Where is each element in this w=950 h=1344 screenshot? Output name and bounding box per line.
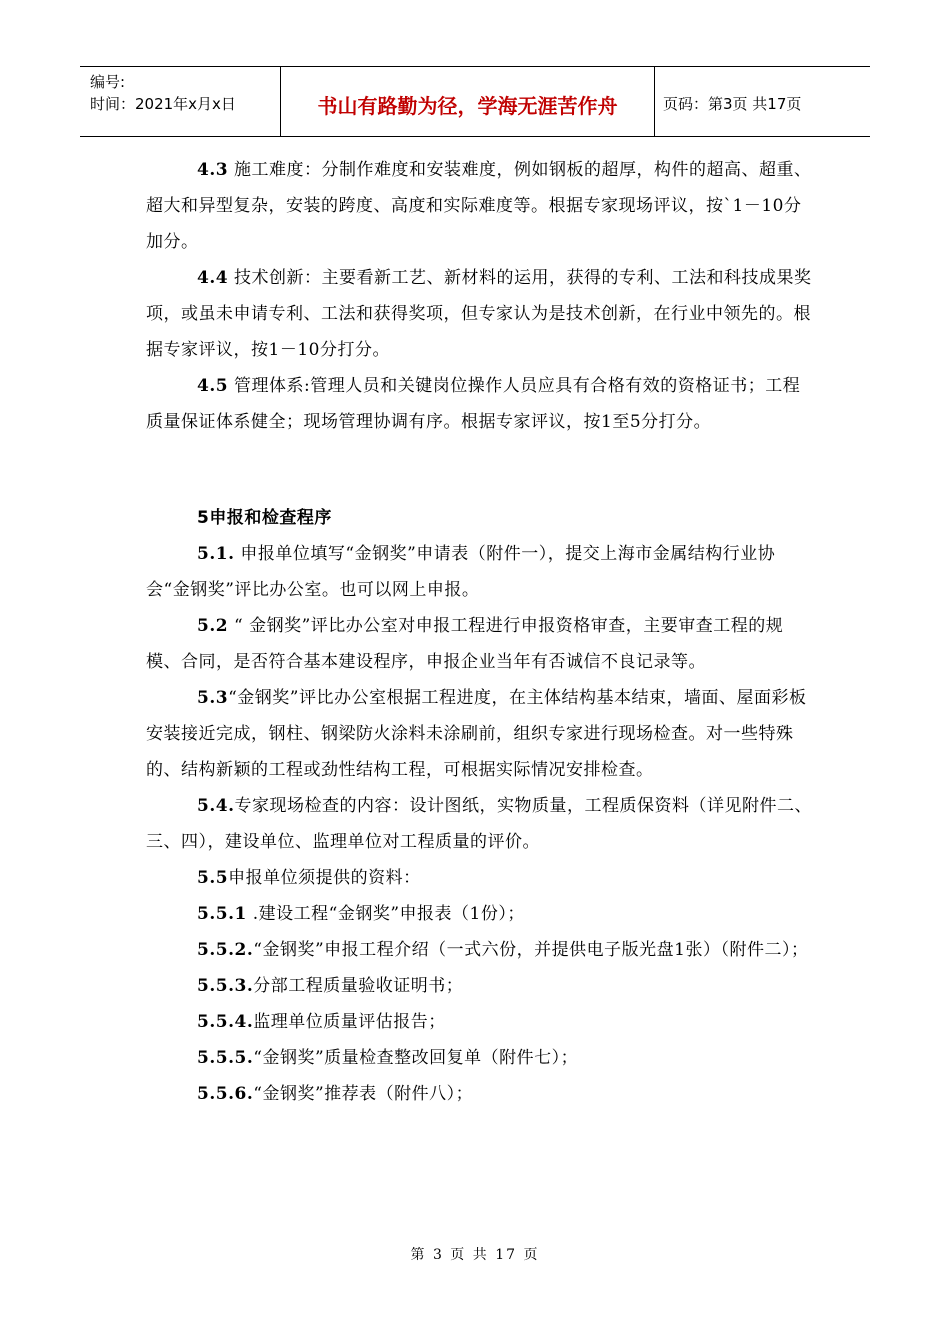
paragraph-5-2: 5.2 “ 金钢奖”评比办公室对申报工程进行申报资格审查，主要审查工程的规模、合同，是否符合基本建设程序，申报企业当年有否诚信不良记录等。 [146, 616, 784, 672]
paragraph-5-5: 5.5申报单位须提供的资料： [197, 868, 421, 888]
paragraph-5-4: 5.4.专家现场检查的内容：设计图纸，实物质量，工程质保资料（详见附件二、三、四），建设单位、监理单位对工程质量的评价。 [146, 796, 812, 852]
document-date: 时间：2021年x月x日 [90, 95, 236, 113]
list-item-5-5-1: 5.5.1 .建设工程“金钢奖”申报表（1份）； [197, 904, 525, 924]
paragraph-4-4: 4.4 技术创新：主要看新工艺、新材料的运用，获得的专利、工法和科技成果奖项，或虽未申请专利、工法和获得奖项，但专家认为是技术创新，在行业中领先的。根据专家评议，按1－10分打分。 [146, 268, 812, 360]
page-header [80, 66, 870, 137]
list-item-5-5-3: 5.5.3.分部工程质量验收证明书； [197, 976, 464, 996]
section-spacer [146, 440, 816, 500]
section-heading: 5申报和检查程序 [197, 508, 332, 528]
paragraph-4-3: 4.3 施工难度：分制作难度和安装难度，例如钢板的超厚，构件的超高、超重、超大和异型复杂，安装的跨度、高度和实际难度等。根据专家现场评议，按`1－10分加分。 [146, 160, 812, 252]
page-footer: 第 3 页 共 17 页 [410, 1247, 540, 1263]
document-body [146, 152, 816, 1112]
paragraph-5-3: 5.3“金钢奖”评比办公室根据工程进度，在主体结构基本结束，墙面、屋面彩板安装接近完成，钢柱、钢梁防火涂料未涂刷前，组织专家进行现场检查。对一些特殊的、结构新颖的工程或劲性结构工程，可根据实际情况安排检查。 [146, 688, 807, 780]
paragraph-5-1: 5.1. 申报单位填写“金钢奖”申请表（附件一），提交上海市金属结构行业协会“金钢奖”评比办公室。也可以网上申报。 [146, 544, 776, 600]
header-meta [80, 67, 281, 136]
list-item-5-5-5: 5.5.5.“金钢奖”质量检查整改回复单（附件七）； [197, 1048, 579, 1068]
paragraph-4-5: 4.5 管理体系:管理人员和关键岗位操作人员应具有合格有效的资格证书；工程质量保证体系健全；现场管理协调有序。根据专家评议，按1至5分打分。 [146, 376, 801, 432]
header-page-info: 页码：第3页 共17页 [663, 95, 802, 113]
list-item-5-5-6: 5.5.6.“金钢奖”推荐表（附件八）； [197, 1084, 474, 1104]
list-item-5-5-2: 5.5.2.“金钢奖”申报工程介绍（一式六份，并提供电子版光盘1张）（附件二）； [197, 940, 809, 960]
document-number-label: 编号: [90, 73, 126, 91]
list-item-5-5-4: 5.5.4.监理单位质量评估报告； [197, 1012, 446, 1032]
header-motto: 书山有路勤为径，学海无涯苦作舟 [281, 67, 655, 136]
